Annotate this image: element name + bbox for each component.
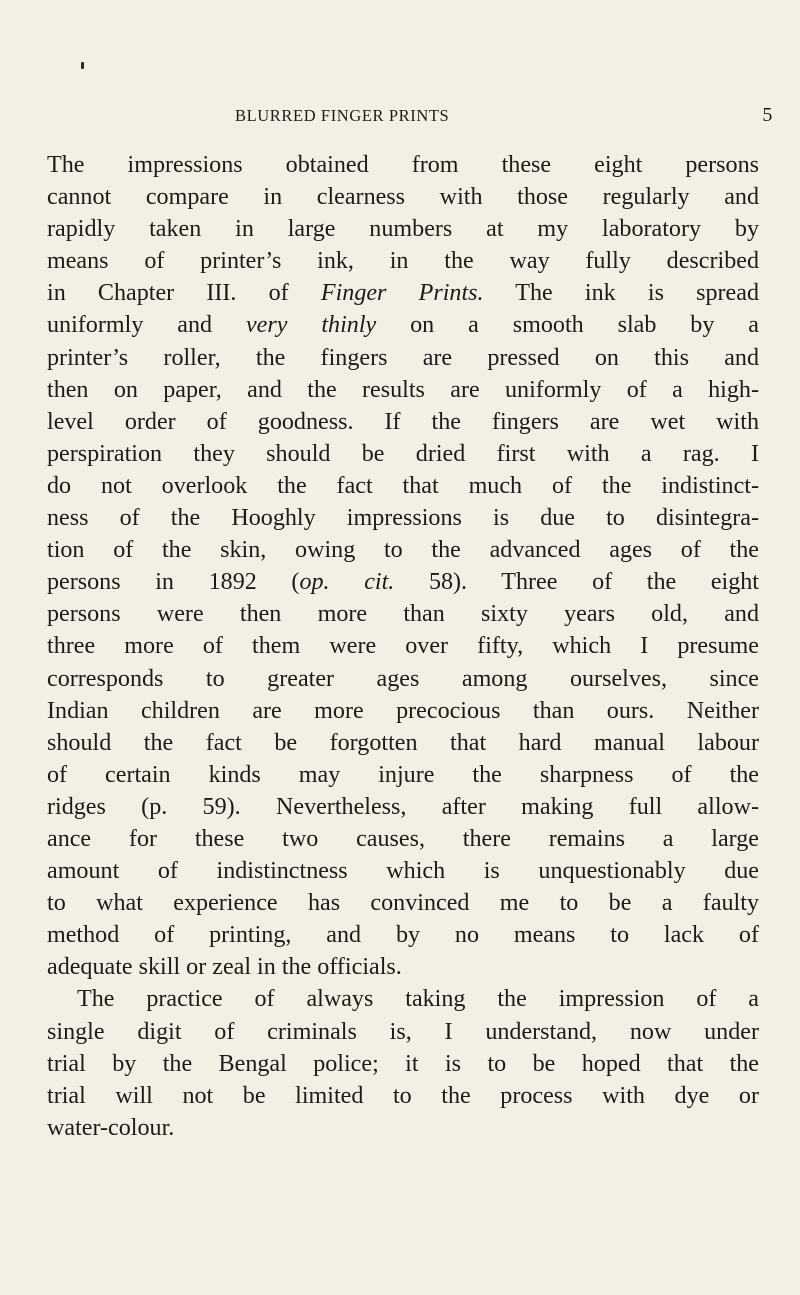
text-line <box>47 791 759 823</box>
text-segment: persons were then more than sixty years old, and <box>47 601 759 628</box>
text-segment: on a smooth slab by a <box>376 312 759 339</box>
text-segment: method of printing, and by no means to lack of <box>47 922 759 949</box>
text-line <box>47 1016 759 1048</box>
text-line <box>47 919 759 951</box>
text-line <box>47 342 759 374</box>
page-header <box>47 104 773 130</box>
text-segment: three more of them were over fifty, which I presume <box>47 633 759 660</box>
text-line <box>47 1048 759 1080</box>
text-segment: amount of indistinctness which is unquestionably due <box>47 858 759 885</box>
text-line <box>47 245 759 277</box>
text-segment: single digit of criminals is, I understand, now under <box>47 1018 759 1045</box>
text-segment: 58). Three of the eight <box>394 569 760 596</box>
text-line <box>47 663 759 695</box>
text-segment: trial by the Bengal police; it is to be hoped that the <box>47 1050 759 1077</box>
page-number: 5 <box>762 104 773 126</box>
text-segment: means of printer’s ink, in the way fully described <box>47 248 759 275</box>
text-segment: ance for these two causes, there remains a large <box>47 825 759 852</box>
text-segment: persons in 1892 ( <box>47 569 300 596</box>
text-segment: to what experience has convinced me to be a faulty <box>47 890 759 917</box>
text-line <box>47 630 759 662</box>
text-line <box>47 695 759 727</box>
text-segment: ness of the Hooghly impressions is due to disintegra- <box>47 505 759 532</box>
text-line <box>47 534 759 566</box>
text-line <box>47 823 759 855</box>
text-segment: level order of goodness. If the fingers are wet with <box>47 408 759 435</box>
text-line <box>47 374 759 406</box>
text-line <box>47 1080 759 1112</box>
text-line <box>47 727 759 759</box>
text-segment: should the fact be forgotten that hard manual labour <box>47 729 759 756</box>
text-line <box>47 213 759 245</box>
text-line <box>47 951 759 983</box>
text-segment: then on paper, and the results are uniformly of a high- <box>47 376 759 403</box>
text-line <box>47 438 759 470</box>
text-line <box>47 855 759 887</box>
text-line <box>47 470 759 502</box>
text-segment: water-colour. <box>47 1114 175 1141</box>
text-segment: do not overlook the fact that much of the indistinct- <box>47 472 759 499</box>
text-line <box>47 566 759 598</box>
text-line <box>47 983 759 1015</box>
italic-text: Finger Prints. <box>320 280 484 307</box>
text-line <box>47 277 759 309</box>
text-segment: Indian children are more precocious than ours. Neither <box>47 697 759 724</box>
text-line <box>47 181 759 213</box>
italic-text: op. cit. <box>299 569 395 596</box>
text-segment: in Chapter III. of <box>47 280 321 307</box>
body-text <box>47 149 759 1144</box>
text-segment: of certain kinds may injure the sharpness of the <box>47 761 759 788</box>
text-line <box>47 759 759 791</box>
running-title: BLURRED FINGER PRINTS <box>235 106 450 125</box>
text-line <box>47 309 759 341</box>
text-segment: tion of the skin, owing to the advanced ages of the <box>47 537 759 564</box>
text-segment: perspiration they should be dried first with a rag. I <box>47 440 759 467</box>
ink-speck <box>81 62 84 69</box>
text-segment: uniformly and <box>47 312 246 339</box>
text-line <box>47 887 759 919</box>
text-segment: The impressions obtained from these eight persons <box>47 152 759 178</box>
text-line <box>47 598 759 630</box>
text-line <box>47 406 759 438</box>
text-segment: printer’s roller, the fingers are pressed on this and <box>47 344 759 371</box>
text-segment: rapidly taken in large numbers at my laboratory by <box>47 216 759 243</box>
text-segment: The ink is spread <box>483 280 759 307</box>
text-line <box>47 502 759 534</box>
text-segment: trial will not be limited to the process with dye or <box>47 1082 759 1109</box>
book-page <box>47 0 773 1295</box>
text-segment: The practice of always taking the impression of a <box>77 986 759 1013</box>
text-segment: cannot compare in clearness with those regularly and <box>47 184 759 211</box>
text-line <box>47 149 759 181</box>
text-segment: adequate skill or zeal in the officials. <box>47 954 402 981</box>
text-segment: corresponds to greater ages among ourselves, since <box>47 665 759 692</box>
text-segment: ridges (p. 59). Nevertheless, after making full allow- <box>47 793 759 820</box>
italic-text: very thinly <box>245 312 377 339</box>
text-line <box>47 1112 759 1144</box>
